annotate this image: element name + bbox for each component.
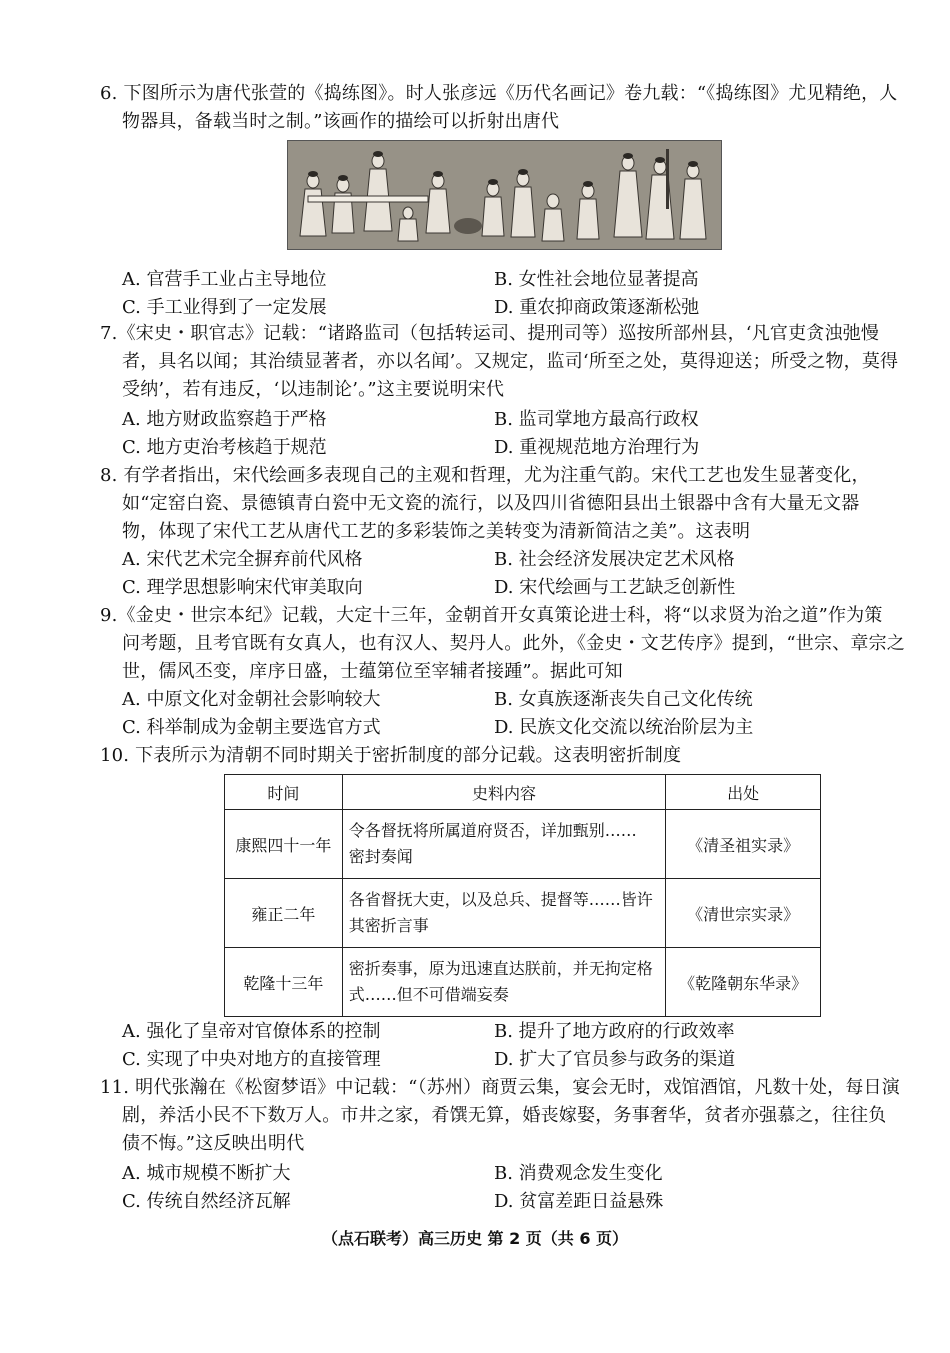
question-9 — [100, 602, 914, 686]
question-10-stem: 10. 下表所示为清朝不同时期关于密折制度的部分记载。这表明密折制度 — [100, 745, 682, 766]
question-7-option-c[interactable]: C. 地方吏治考核趋于规范 — [122, 437, 327, 458]
table-cell-content-line: 式……但不可借端妄奏 — [348, 985, 509, 1004]
question-8-options — [122, 546, 902, 602]
question-9-option-d[interactable]: D. 民族文化交流以统治阶层为主 — [494, 717, 754, 738]
question-7-option-b[interactable]: B. 监司掌地方最高行政权 — [494, 409, 699, 430]
question-7-stem-line-2: 者，具名以闻；其治绩显著者，亦以名闻’。又规定，监司‘所至之处，莫得迎送；所受之物，莫得 — [122, 351, 899, 372]
daolian-painting-image — [287, 140, 722, 250]
table-row — [225, 879, 821, 948]
question-8-stem-line-1: 8. 有学者指出，宋代绘画多表现自己的主观和哲理，尤为注重气韵。宋代工艺也发生显著变化， — [100, 465, 870, 486]
question-8-stem-line-3: 物，体现了宋代工艺从唐代工艺的多彩装饰之美转变为清新简洁之美”。这表明 — [122, 521, 751, 542]
question-10-options — [122, 1018, 902, 1074]
table-cell-content — [342, 879, 665, 948]
question-9-option-a[interactable]: A. 中原文化对金朝社会影响较大 — [122, 689, 381, 710]
table-header-content: 史料内容 — [342, 775, 665, 810]
table-header-time: 时间 — [225, 775, 343, 810]
question-11-option-a[interactable]: A. 城市规模不断扩大 — [122, 1163, 291, 1184]
table-cell-content-line: 其密折言事 — [348, 916, 429, 935]
table-cell-time: 乾隆十三年 — [225, 948, 343, 1017]
question-6 — [100, 80, 914, 136]
table-cell-content-line: 令各督抚将所属道府贤否，详加甄别…… — [348, 821, 637, 840]
question-7-options — [122, 406, 902, 462]
question-9-stem-line-1: 9.《金史・世宗本纪》记载，大定十三年，金朝首开女真策论进士科，将“以求贤为治之道”作为策 — [100, 605, 883, 626]
question-11-option-b[interactable]: B. 消费观念发生变化 — [494, 1163, 663, 1184]
question-10-option-c[interactable]: C. 实现了中央对地方的直接管理 — [122, 1049, 381, 1070]
question-6-option-b[interactable]: B. 女性社会地位显著提高 — [494, 269, 699, 290]
table-cell-content — [342, 948, 665, 1017]
question-11-option-c[interactable]: C. 传统自然经济瓦解 — [122, 1191, 291, 1212]
question-7-stem-line-3: 受纳’，若有违反，‘以违制论’。”这主要说明宋代 — [122, 379, 505, 400]
table-cell-source: 《清世宗实录》 — [666, 879, 821, 948]
question-7-option-a[interactable]: A. 地方财政监察趋于严格 — [122, 409, 327, 430]
table-cell-content — [342, 810, 665, 879]
table-cell-content-line: 密折奏事，原为迅速直达朕前，并无拘定格 — [348, 959, 653, 978]
question-9-option-c[interactable]: C. 科举制成为金朝主要选官方式 — [122, 717, 381, 738]
table-cell-source: 《乾隆朝东华录》 — [666, 948, 821, 1017]
question-6-stem-line-2: 物器具，备载当时之制。”该画作的描绘可以折射出唐代 — [122, 111, 560, 132]
question-11-option-d[interactable]: D. 贫富差距日益悬殊 — [494, 1191, 664, 1212]
question-8-option-d[interactable]: D. 宋代绘画与工艺缺乏创新性 — [494, 577, 736, 598]
question-11-stem-line-1: 11. 明代张瀚在《松窗梦语》中记载：“（苏州）商贾云集，宴会无时，戏馆酒馆，凡数十处，每日演 — [100, 1077, 900, 1098]
question-6-option-d[interactable]: D. 重农抑商政策逐渐松弛 — [494, 297, 700, 318]
question-8-stem-line-2: 如“定窑白瓷、景德镇青白瓷中无文瓷的流行，以及四川省德阳县出土银器中含有大量无文器 — [122, 493, 860, 514]
question-6-options — [122, 266, 902, 322]
question-11 — [100, 1074, 914, 1158]
question-7-stem-line-1: 7.《宋史・职官志》记载：“诸路监司（包括转运司、提刑司等）巡按所部州县，‘凡官吏贪浊弛慢 — [100, 323, 880, 344]
table-cell-time: 康熙四十一年 — [225, 810, 343, 879]
table-row — [225, 948, 821, 1017]
question-8-option-a[interactable]: A. 宋代艺术完全摒弃前代风格 — [122, 549, 363, 570]
question-11-options — [122, 1160, 902, 1216]
question-11-stem-line-2: 剧，养活小民不下数万人。市井之家，肴馔无算，婚丧嫁娶，务事奢华，贫者亦强慕之，往往负 — [122, 1105, 887, 1126]
question-10-option-d[interactable]: D. 扩大了官员参与政务的渠道 — [494, 1049, 736, 1070]
question-8-option-c[interactable]: C. 理学思想影响宋代审美取向 — [122, 577, 363, 598]
question-7 — [100, 320, 914, 404]
question-7-option-d[interactable]: D. 重视规范地方治理行为 — [494, 437, 700, 458]
question-10-option-a[interactable]: A. 强化了皇帝对官僚体系的控制 — [122, 1021, 381, 1042]
question-10 — [100, 742, 914, 770]
question-8 — [100, 462, 914, 546]
table-cell-source: 《清圣祖实录》 — [666, 810, 821, 879]
question-10-option-b[interactable]: B. 提升了地方政府的行政效率 — [494, 1021, 735, 1042]
page-footer: （点石联考）高三历史 第 2 页（共 6 页） — [321, 1229, 629, 1248]
secret-memorial-table — [224, 774, 821, 1017]
question-8-option-b[interactable]: B. 社会经济发展决定艺术风格 — [494, 549, 735, 570]
table-cell-content-line: 各省督抚大吏，以及总兵、提督等……皆许 — [348, 890, 653, 909]
question-9-stem-line-3: 世，儒风丕变，庠序日盛，士蕴第位至宰辅者接踵”。据此可知 — [122, 661, 623, 682]
question-6-option-a[interactable]: A. 官营手工业占主导地位 — [122, 269, 327, 290]
question-9-options — [122, 686, 902, 742]
question-11-stem-line-3: 债不悔。”这反映出明代 — [122, 1133, 305, 1154]
table-header-source: 出处 — [666, 775, 821, 810]
table-header-row — [225, 775, 821, 810]
table-row — [225, 810, 821, 879]
question-6-option-c[interactable]: C. 手工业得到了一定发展 — [122, 297, 327, 318]
table-cell-content-line: 密封奏闻 — [348, 847, 413, 866]
painting-illustration — [288, 141, 721, 249]
question-6-stem-line-1: 6. 下图所示为唐代张萱的《捣练图》。时人张彦远《历代名画记》卷九载：“《捣练图》尤见精绝，人 — [100, 83, 898, 104]
question-9-stem-line-2: 问考题，且考官既有女真人，也有汉人、契丹人。此外，《金史・文艺传序》提到，“世宗、章宗之 — [122, 633, 905, 654]
question-9-option-b[interactable]: B. 女真族逐渐丧失自己文化传统 — [494, 689, 753, 710]
table-cell-time: 雍正二年 — [225, 879, 343, 948]
